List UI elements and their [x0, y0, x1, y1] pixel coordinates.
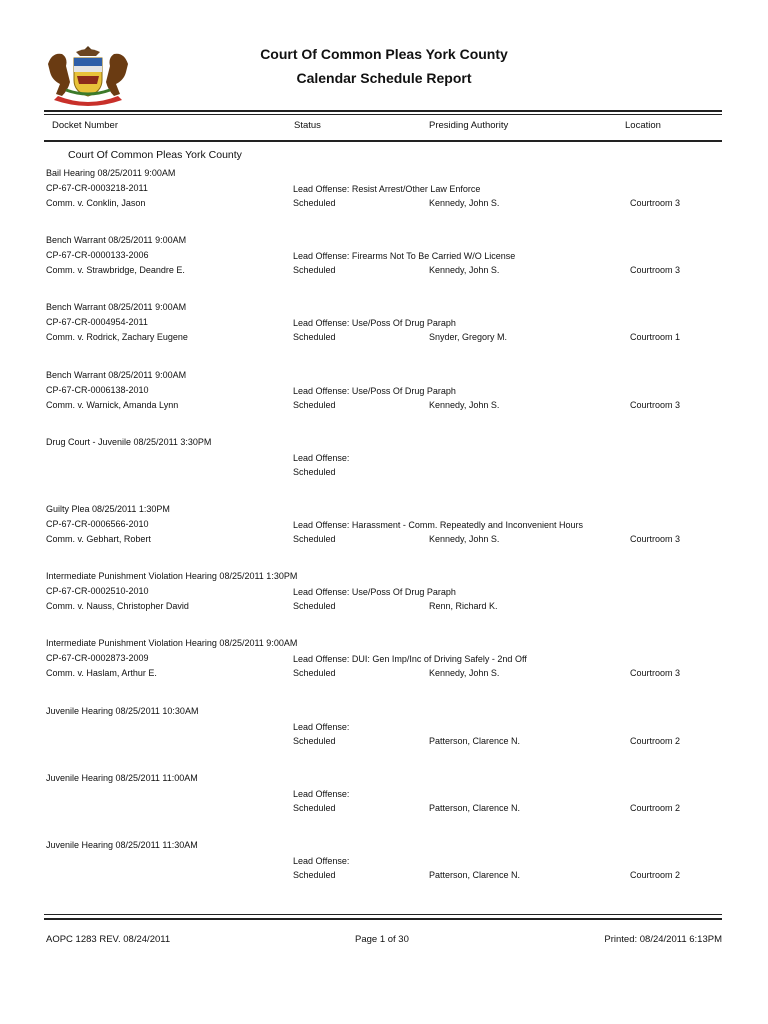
- entry-event: Bench Warrant 08/25/2011 9:00AM: [46, 302, 187, 313]
- entry-presiding: Kennedy, John S.: [429, 265, 500, 276]
- entry-location: Courtroom 3: [630, 198, 681, 208]
- entry-presiding: Kennedy, John S.: [429, 198, 500, 208]
- entry-event: Intermediate Punishment Violation Hearing 08/25/2011 9:00AM: [46, 638, 298, 649]
- entry-caption: Comm. v. Warnick, Amanda Lynn: [46, 399, 179, 410]
- entry-event: Bail Hearing 08/25/2011 9:00AM: [46, 168, 176, 178]
- entry-status: Scheduled: [293, 198, 336, 208]
- entry-status: Scheduled: [293, 466, 336, 477]
- entry-presiding: Patterson, Clarence N.: [429, 735, 521, 746]
- entry-status: Scheduled: [293, 601, 336, 612]
- entry-caption: Comm. v. Nauss, Christopher David: [46, 601, 189, 612]
- entry-offense: Lead Offense:: [293, 721, 350, 732]
- entry-docket-number: CP-67-CR-0004954-2011: [46, 317, 148, 328]
- entry-docket-number: CP-67-CR-0006566-2010: [46, 519, 149, 529]
- header-rule-bottom: [44, 140, 722, 142]
- entry-status: Scheduled: [293, 332, 336, 343]
- entry-offense: Lead Offense:: [293, 856, 350, 866]
- entry-event: Intermediate Punishment Violation Hearing 08/25/2011 1:30PM: [46, 571, 298, 582]
- entry-event: Drug Court - Juvenile 08/25/2011 3:30PM: [46, 436, 212, 447]
- entry-offense: Lead Offense:: [293, 788, 350, 799]
- entry-docket-number: CP-67-CR-0000133-2006: [46, 250, 149, 261]
- entry-offense: Lead Offense: Firearms Not To Be Carried W/O License: [293, 251, 516, 262]
- entry-caption: Comm. v. Rodrick, Zachary Eugene: [46, 332, 188, 343]
- column-header-presiding: Presiding Authority: [429, 120, 509, 131]
- footer-rule-bottom: [44, 918, 722, 920]
- entry-status: Scheduled: [293, 870, 336, 880]
- footer-rule-top: [44, 914, 722, 915]
- entry-location: Courtroom 2: [630, 802, 681, 813]
- entry-offense: Lead Offense: DUI: Gen Imp/Inc of Driving Safely - 2nd Off: [293, 654, 527, 665]
- header-rule-top: [44, 110, 722, 112]
- entry-offense: Lead Offense: Use/Poss Of Drug Paraph: [293, 385, 456, 396]
- entry-location: Courtroom 3: [630, 399, 681, 410]
- entry-location: Courtroom 3: [630, 668, 681, 679]
- entry-location: Courtroom 3: [630, 534, 681, 544]
- entry-presiding: Patterson, Clarence N.: [429, 870, 521, 880]
- entry-status: Scheduled: [293, 399, 336, 410]
- entry-location: Courtroom 2: [630, 735, 681, 746]
- entry-offense: Lead Offense: Harassment - Comm. Repeatedly and Inconvenient Hours: [293, 520, 583, 530]
- column-header-status: Status: [294, 120, 321, 131]
- entry-location: Courtroom 2: [630, 870, 681, 880]
- entry-docket-number: CP-67-CR-0002510-2010: [46, 586, 149, 597]
- header-rule-top-thin: [44, 114, 722, 115]
- footer-page-number: Page 1 of 30: [355, 934, 409, 945]
- entry-event: Juvenile Hearing 08/25/2011 11:30AM: [46, 840, 198, 850]
- footer-printed: Printed: 08/24/2011 6:13PM: [604, 934, 722, 945]
- entry-offense: Lead Offense: Use/Poss Of Drug Paraph: [293, 587, 456, 598]
- entry-caption: Comm. v. Gebhart, Robert: [46, 534, 151, 544]
- report-court-title: Court Of Common Pleas York County: [260, 46, 508, 62]
- entry-event: Bench Warrant 08/25/2011 9:00AM: [46, 235, 187, 246]
- entry-presiding: Renn, Richard K.: [429, 601, 498, 612]
- section-title: Court Of Common Pleas York County: [68, 149, 242, 161]
- report-title: Calendar Schedule Report: [296, 70, 472, 86]
- entry-docket-number: CP-67-CR-0002873-2009: [46, 653, 149, 664]
- entry-location: Courtroom 1: [630, 332, 681, 343]
- entry-docket-number: CP-67-CR-0006138-2010: [46, 384, 149, 395]
- entry-presiding: Kennedy, John S.: [429, 534, 500, 544]
- entry-status: Scheduled: [293, 534, 336, 544]
- entry-caption: Comm. v. Strawbridge, Deandre E.: [46, 265, 185, 276]
- entry-presiding: Snyder, Gregory M.: [429, 332, 508, 343]
- entry-status: Scheduled: [293, 802, 336, 813]
- entry-event: Juvenile Hearing 08/25/2011 11:00AM: [46, 772, 198, 783]
- entry-presiding: Kennedy, John S.: [429, 399, 500, 410]
- entry-event: Juvenile Hearing 08/25/2011 10:30AM: [46, 705, 199, 716]
- entry-location: Courtroom 3: [630, 265, 681, 276]
- entry-event: Guilty Plea 08/25/2011 1:30PM: [46, 504, 170, 514]
- entry-event: Bench Warrant 08/25/2011 9:00AM: [46, 369, 187, 380]
- entry-presiding: Kennedy, John S.: [429, 668, 500, 679]
- column-header-location: Location: [625, 120, 661, 131]
- entry-docket-number: CP-67-CR-0003218-2011: [46, 183, 148, 193]
- entry-presiding: Patterson, Clarence N.: [429, 802, 521, 813]
- entry-status: Scheduled: [293, 265, 336, 276]
- entry-status: Scheduled: [293, 735, 336, 746]
- entry-caption: Comm. v. Conklin, Jason: [46, 198, 146, 208]
- entry-offense: Lead Offense: Use/Poss Of Drug Paraph: [293, 318, 456, 329]
- entry-offense: Lead Offense:: [293, 452, 350, 463]
- entry-caption: Comm. v. Haslam, Arthur E.: [46, 668, 157, 679]
- footer-form-number: AOPC 1283 REV. 08/24/2011: [46, 934, 171, 945]
- column-header-docket: Docket Number: [52, 120, 118, 131]
- entry-status: Scheduled: [293, 668, 336, 679]
- entry-offense: Lead Offense: Resist Arrest/Other Law Enforce: [293, 184, 481, 194]
